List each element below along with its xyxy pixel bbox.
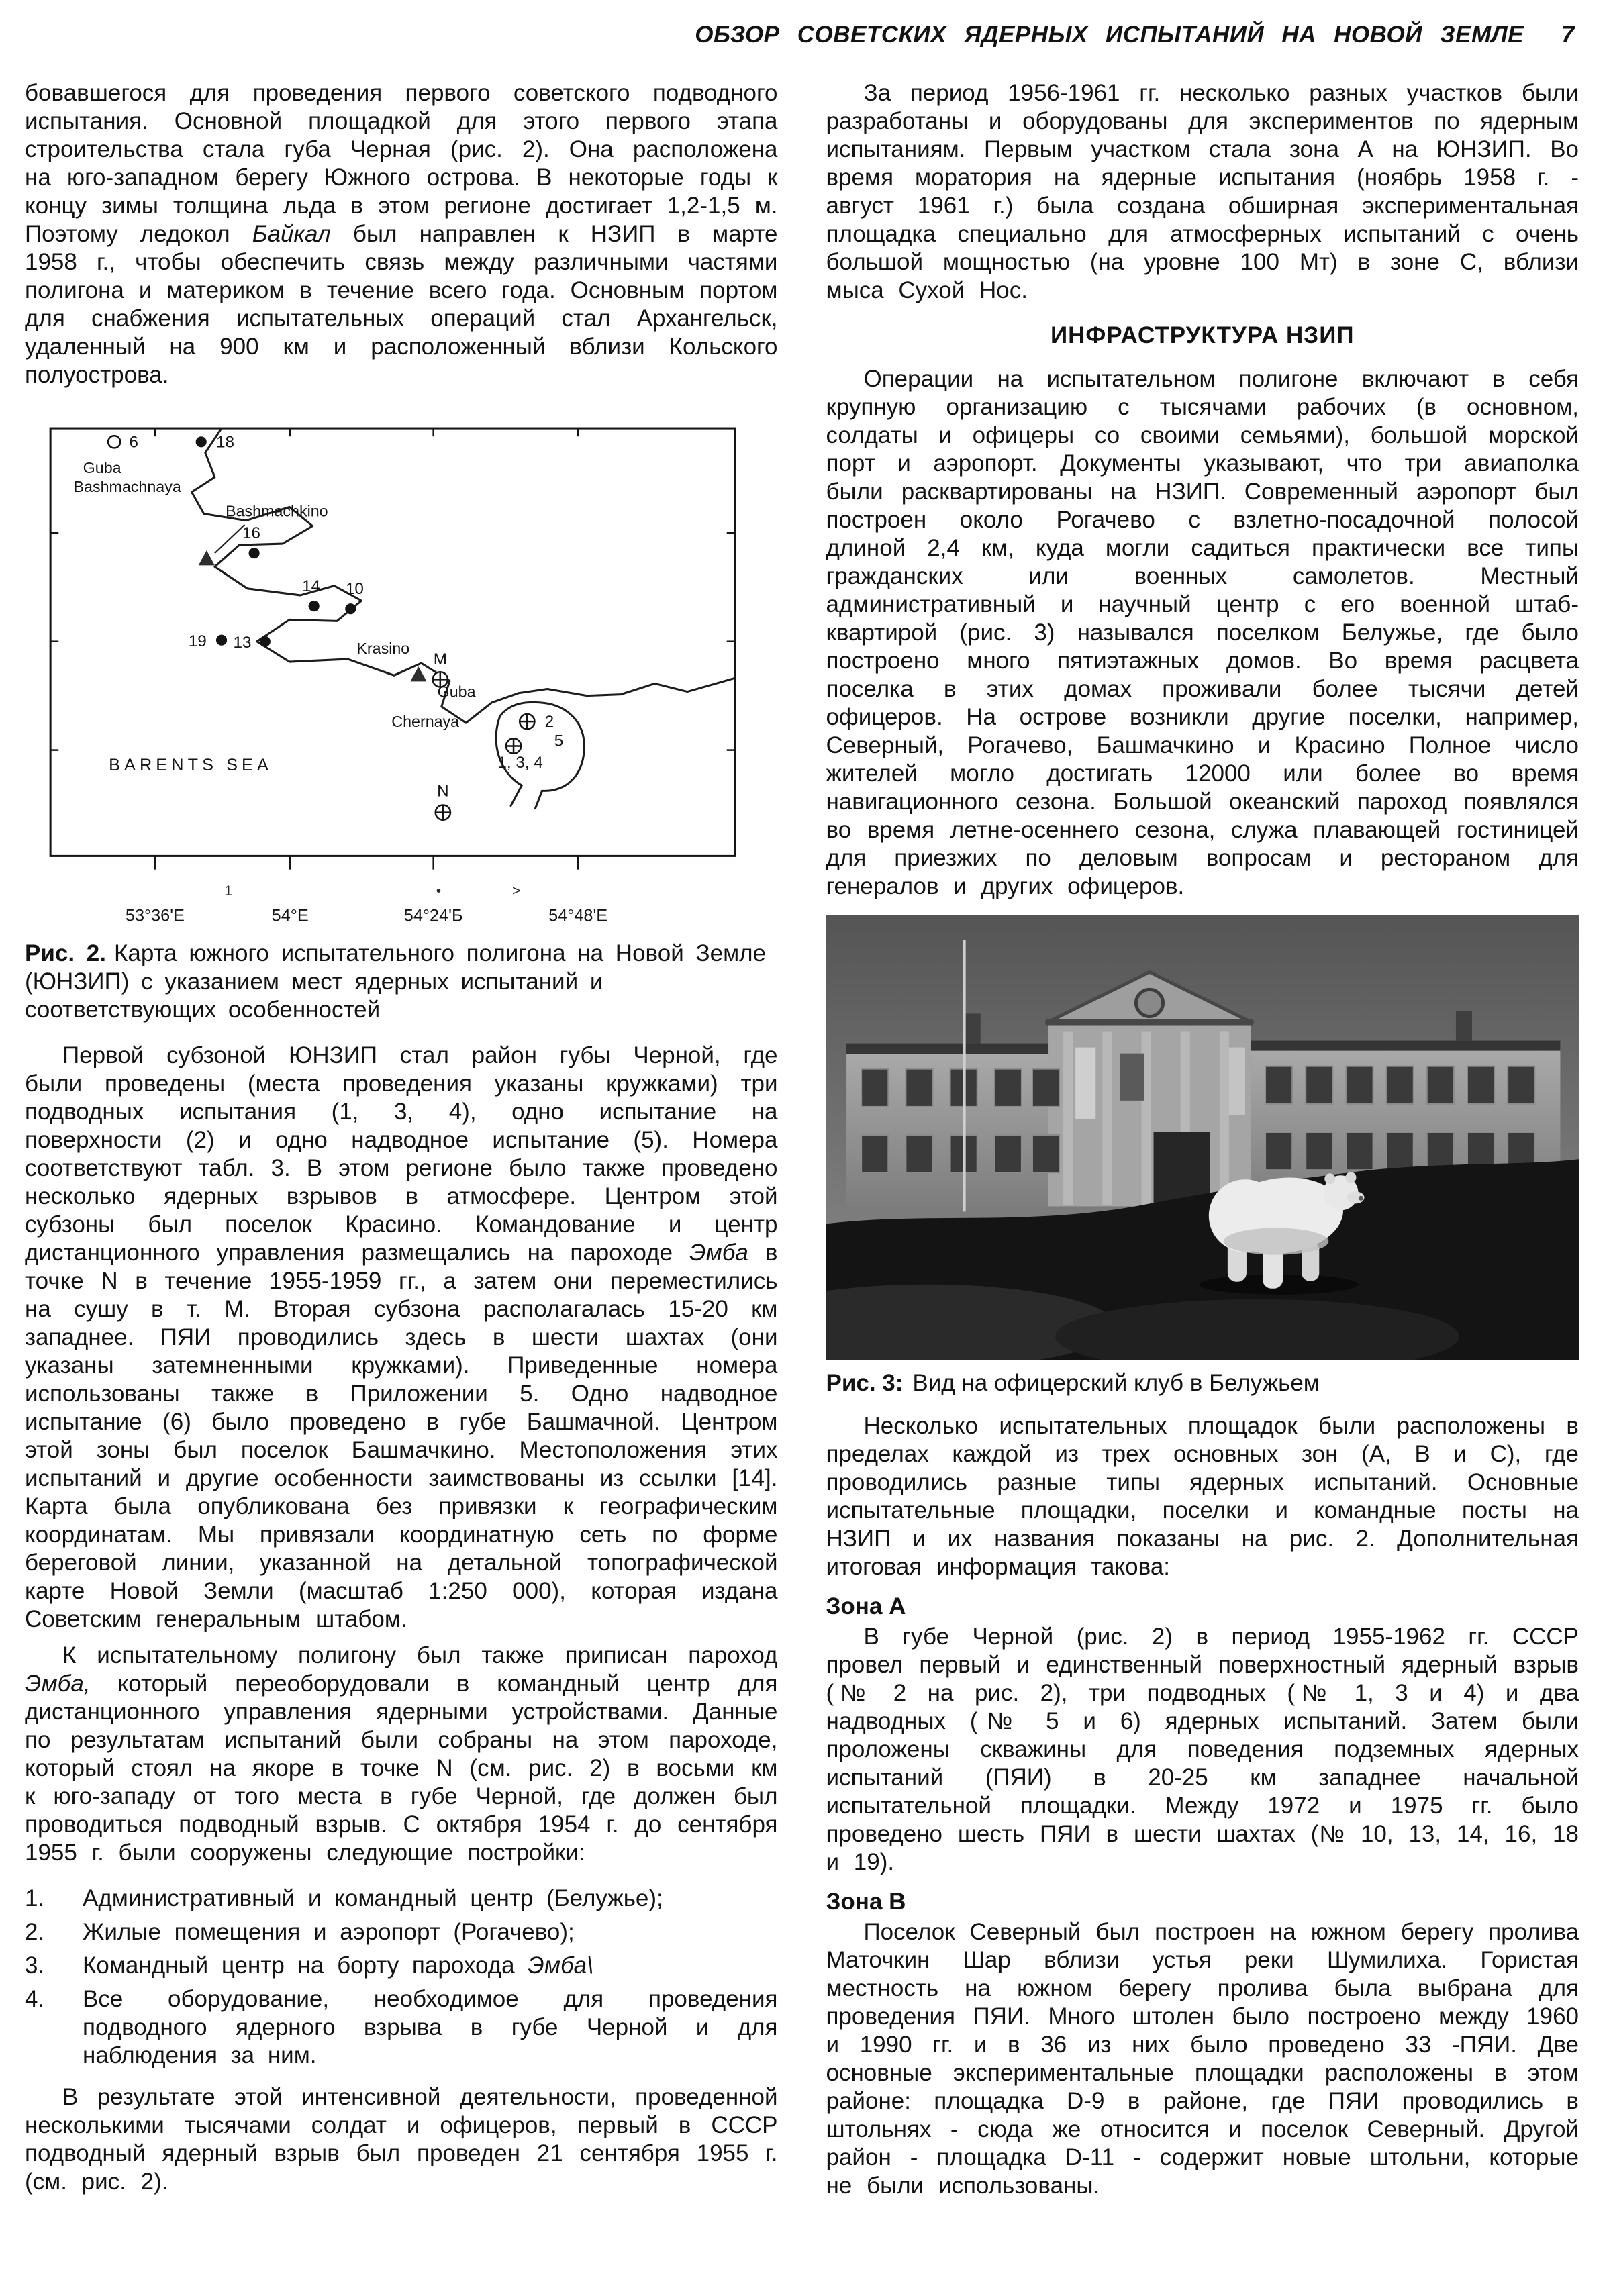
site-dot-19: [216, 635, 227, 646]
list-item-number: 2.: [25, 1918, 45, 1945]
site-6-label: 6: [129, 433, 138, 452]
paragraph-emba-ship: К испытательному полигону был также приписан пароход Эмба, который переоборудовали в командный центр для дистанционного управления ядерными устройствами. Данные по результатам испытаний были собраны на этом пароходе, который стоял на якоре в точке N (см. рис. 2) в восьми км к юго-западу от того места в губе Черной, где должен был проводиться подводный взрыв. С октября 1954 г. до сентября 1955 г. были сооружены следующие постройки:: [25, 1642, 778, 1866]
entrance-door: [1153, 1132, 1210, 1205]
paragraph-continuation: бовавшегося для проведения первого советского подводного испытания. Основной площадкой для этого первого этапа строительства стала губа Черная (рис. 2). Она расположена на юго-западном берегу Южного острова. В некоторые годы к концу зимы толщина льда в этом регионе достигает 1,2-1,5 м. Поэтому ледокол Байкал был направлен к НЗИП в марте 1958 г., чтобы обеспечить связь между различными частями полигона и материком в течение всего года. Основным портом для снабжения испытательных операций стал Архангельск, удаленный на 900 км и расположенный вблизи Кольского полуострова.: [25, 80, 778, 388]
running-header: [25, 23, 1575, 46]
figure-3-caption: [826, 1369, 1579, 1397]
list-item: [25, 1885, 778, 1913]
list-item: [25, 1952, 778, 1980]
section-heading-infrastructure: ИНФРАСТРУКТУРА НЗИП: [1050, 322, 1355, 348]
site-19-label: 19: [188, 632, 207, 650]
site-dot-16: [249, 548, 260, 558]
figure-2-caption-text: Карта южного испытательного полигона на Новой Земле (ЮНЗИП) с указанием мест ядерных испытаний и соответствующих особенностей: [25, 940, 767, 1023]
site-dot-10: [345, 603, 356, 614]
barents-sea-label: BARENTS SEA: [109, 755, 273, 775]
zone-b-heading: Зона В: [826, 1889, 906, 1915]
krasino-label: Krasino: [356, 639, 410, 657]
command-point-m-label: M: [433, 650, 447, 669]
test-point-2-marker: [520, 714, 534, 729]
facade-banner: [1075, 1048, 1095, 1119]
site-10-label: 10: [345, 579, 364, 598]
site-dot-13: [260, 636, 271, 647]
list-item-text: Все оборудование, необходимое для проведения подводного ядерного взрыва в губе Черной и для наблюдения за ним.: [83, 1985, 778, 2068]
figure-2-map: [25, 424, 778, 1024]
site-16-label: 16: [242, 523, 261, 542]
guba-bashmachnaya-label-line2: Bashmachnaya: [73, 478, 181, 496]
longitude-label-2: 54°E: [271, 906, 309, 926]
list-item-text: Административный и командный центр (Белужье);: [83, 1885, 663, 1911]
page-header-title: ОБЗОР СОВЕТСКИХ ЯДЕРНЫХ ИСПЫТАНИЙ НА НОВОЙ ЗЕМЛЕ: [695, 21, 1524, 48]
site-13-label: 13: [233, 633, 252, 652]
bashmachkino-label: Bashmachkino: [226, 502, 328, 520]
guba-chernaya-label-line1: Guba: [437, 683, 476, 701]
axis-stray-mark-2: •: [436, 883, 442, 899]
paragraph-subzones: Первой субзоной ЮНЗИП стал район губы Черной, где были проведены (места проведения указаны кружками) три подводных испытания (1, 3, 4), одно испытание на поверхности (2) и одно надводное испытание (5). Номера соответствуют табл. 3. В этом регионе было также проведено несколько ядерных взрывов в атмосфере. Центром этой субзоны был поселок Красино. Командование и центр дистанционного управления размещались на пароходе Эмба в точке N в течение 1955-1959 гг., а затем они переместились на сушу в т. М. Вторая субзона располагалась 15-20 км западнее. ПЯИ проводились здесь в шести шахтах (они указаны затемненными кружками). Приведенные номера использованы также в Приложении 5. Одно надводное испытание (6) было проведено в губе Башмачной. Центром этой зоны был поселок Башмачкино. Местоположения этих испытаний и другие особенности заимствованы из ссылки [14]. Карта была опубликована без привязки к географическим координатам. Мы привязали координатную сеть по форме береговой линии, указанной на детальной топографической карте Новой Земли (масштаб 1:250 000), которая издана Советским генеральным штабом.: [25, 1042, 778, 1632]
paragraph-period-1956-1961: За период 1956-1961 гг. несколько разных участков были разработаны и оборудованы для экспериментов по ядерным испытаниям. Первым участком стала зона А на ЮНЗИП. Во время моратория на ядерные испытания (ноябрь 1958 г. - август 1961 г.) была создана обширная экспериментальная площадка специально для атмосферных испытаний с очень большой мощностью (на уровне 100 Мт) в зоне С, вблизи мыса Сухой Нос.: [826, 80, 1579, 303]
longitude-label-4: 54°48'E: [548, 906, 608, 926]
guba-bashmachnaya-label-line1: Guba: [83, 458, 121, 477]
figure-2-label: Рис. 2.: [25, 940, 106, 966]
test-site-map: [44, 424, 743, 930]
site-14-label: 14: [302, 577, 321, 595]
facade-plaque: [1120, 1054, 1144, 1101]
chimney: [1455, 1011, 1471, 1040]
figure-3-photo: [826, 915, 1579, 1360]
longitude-label-3: 54°24'Б: [403, 906, 463, 926]
list-item-number: 3.: [25, 1952, 45, 1979]
figure-3-caption-text: Вид на офицерский клуб в Белужьем: [912, 1370, 1320, 1397]
officers-club-photo: [826, 915, 1579, 1360]
figure-2-caption: [25, 940, 778, 1024]
paragraph-test-areas: Несколько испытательных площадок были расположены в пределах каждой из трех основных зон (А, В и С), где проводились разные типы ядерных испытаний. Основные испытательные площадки, поселки и командные посты на НЗИП и их названия показаны на рис. 2. Дополнительная итоговая информация такова:: [826, 1413, 1579, 1581]
pediment-emblem: [1136, 989, 1163, 1016]
test-point-cluster-marker: [506, 738, 521, 753]
list-item-number: 1.: [25, 1885, 45, 1911]
test-points-134-label: 1, 3, 4: [497, 753, 543, 772]
paragraph-infrastructure: Операции на испытательном полигоне включают в себя крупную организацию с тысячами рабочих (в основном, солдаты и офицеры со своими семьями), большой морской порт и аэропорт. Документы указывают, что три авиаполка были расквартированы на НЗИП. Современный аэропорт был построен около Рогачево с взлетно-посадочной полосой длиной 2,4 км, куда могли садиться практически все типы гражданских или военных самолетов. Местный административный и научный центр с его военной штаб-квартирой (рис. 3) назывался поселком Белужье, где было построено много пятиэтажных домов. Во время расцвета поселка в этих домах проживали более тысячи детей офицеров. На острове возникли другие поселки, например, Северный, Рогачево, Башмачкино и Красино Полное число жителей могло достигать 12000 или более во время навигационного сезона. Большой океанский пароход появлялся во время летне-осеннего сезона, служа плавающей гостиницей для приезжих по деловым вопросам и рестораном для генералов и других офицеров.: [826, 366, 1579, 899]
list-item-number: 4.: [25, 1985, 45, 2012]
zone-b-paragraph: Поселок Северный был построен на южном берегу пролива Маточкин Шар вблизи устья реки Шумилиха. Гористая местность на южном берегу пролива была выбрана для проведения ПЯИ. Много штолен было построено между 1960 и 1990 гг. и в 36 из них было проведено 33 -ПЯИ. Две основные экспериментальные площадки расположены в этом районе: площадка D-9 в районе, где ПЯИ проводились в штольнях - сюда же относится и поселок Северный. Другой район - площадка D-11 - содержит новые штольни, которые не были использованы.: [826, 1919, 1579, 2199]
paragraph-first-test: В результате этой интенсивной деятельности, проведенной несколькими тысячами солдат и офицеров, первый в СССР подводный ядерный взрыв был проведен 21 сентября 1955 г. (см. рис. 2).: [25, 2083, 778, 2195]
figure-3-label: Рис. 3:: [826, 1370, 904, 1397]
guba-chernaya-label-line2: Chernaya: [391, 713, 460, 731]
zone-a-paragraph: В губе Черной (рис. 2) в период 1955-1962 гг. СССР провел первый и единственный поверхностный ядерный взрыв (№ 2 на рис. 2), три подводных (№ 1, 3 и 4) и два надводных (№ 5 и 6) ядерных испытаний. Затем были проложены скважины для поведения подземных ядерных испытаний (ПЯИ) в 20-25 км западнее начальной испытательной площадки. Между 1972 и 1975 гг. было проведено шесть ПЯИ в шести шахтах (№ 10, 13, 14, 16, 18 и 19).: [826, 1624, 1579, 1876]
test-point-5-label: 5: [554, 732, 564, 750]
site-dot-18: [196, 436, 207, 447]
test-point-2-label: 2: [544, 713, 554, 732]
axis-stray-mark-1: 1: [224, 883, 232, 899]
chimney: [964, 1013, 980, 1043]
site-18-label: 18: [215, 433, 234, 452]
list-item-text: Жилые помещения и аэропорт (Рогачево);: [83, 1918, 575, 1945]
right-column: [826, 79, 1579, 2208]
site-dot-14: [309, 601, 320, 611]
longitude-label-1: 53°36'E: [125, 906, 185, 926]
page-number: 7: [1561, 21, 1575, 48]
list-item: [25, 1918, 778, 1946]
left-column: [25, 79, 778, 2208]
command-point-n-label: N: [437, 782, 449, 801]
list-item: [25, 1985, 778, 2070]
facade-banner: [1228, 1048, 1244, 1115]
list-item-text: Командный центр на борту парохода Эмба\: [83, 1952, 593, 1979]
construction-list: [25, 1885, 778, 2070]
two-column-layout: [25, 79, 1579, 2208]
axis-stray-mark-3: >: [512, 883, 521, 899]
zone-a-heading: Зона А: [826, 1593, 906, 1620]
command-point-n-marker: [436, 805, 450, 820]
